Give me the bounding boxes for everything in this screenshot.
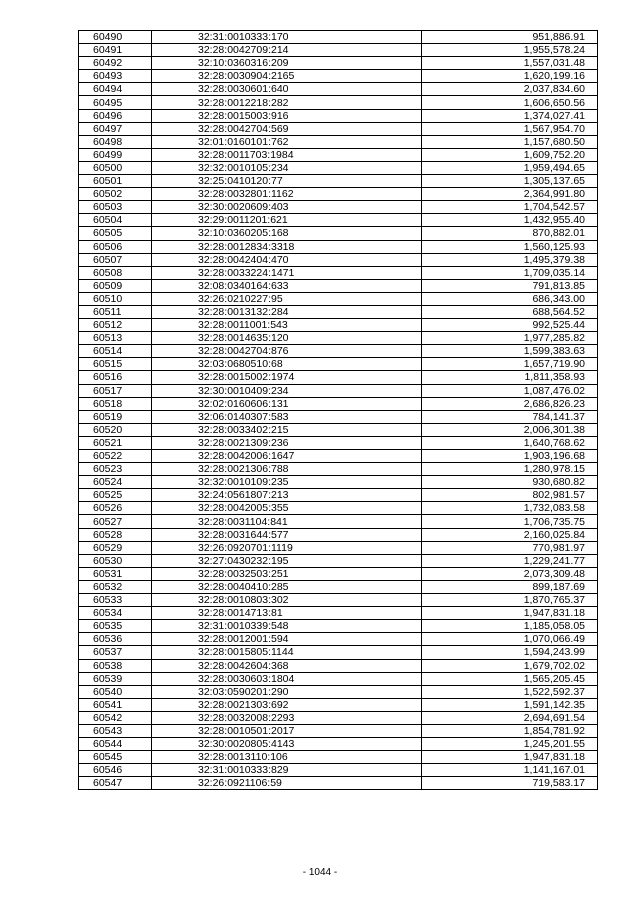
table-row (79, 423, 598, 436)
amount-cell: 1,706,735.75 (422, 515, 598, 528)
row-id-cell: 60545 (79, 751, 152, 764)
cadastral-number-cell: 32:06:0140307:583 (152, 410, 422, 423)
amount-cell: 1,704,542.57 (422, 201, 598, 214)
table-row (79, 450, 598, 463)
table-row (79, 31, 598, 44)
cadastral-number-cell: 32:30:0010409:234 (152, 384, 422, 397)
row-id-cell: 60535 (79, 620, 152, 633)
cadastral-number-cell: 32:01:0160101:762 (152, 135, 422, 148)
table-row (79, 96, 598, 109)
table-row (79, 646, 598, 659)
row-id-cell: 60521 (79, 436, 152, 449)
table-row (79, 319, 598, 332)
amount-cell: 1,141,167.01 (422, 764, 598, 777)
table-row (79, 777, 598, 790)
amount-cell: 2,073,309.48 (422, 567, 598, 580)
table-row (79, 567, 598, 580)
row-id-cell: 60491 (79, 44, 152, 57)
row-id-cell: 60505 (79, 227, 152, 240)
row-id-cell: 60544 (79, 738, 152, 751)
amount-cell: 1,157,680.50 (422, 135, 598, 148)
cadastral-number-cell: 32:28:0015002:1974 (152, 371, 422, 384)
row-id-cell: 60531 (79, 567, 152, 580)
row-id-cell: 60515 (79, 358, 152, 371)
amount-cell: 1,594,243.99 (422, 646, 598, 659)
cadastral-number-cell: 32:28:0011703:1984 (152, 148, 422, 161)
amount-cell: 688,564.52 (422, 305, 598, 318)
cadastral-number-cell: 32:28:0042709:214 (152, 44, 422, 57)
cadastral-number-cell: 32:28:0012218:282 (152, 96, 422, 109)
row-id-cell: 60524 (79, 476, 152, 489)
table-row (79, 253, 598, 266)
row-id-cell: 60509 (79, 279, 152, 292)
amount-cell: 1,854,781.92 (422, 724, 598, 737)
cadastral-number-cell: 32:26:0921106:59 (152, 777, 422, 790)
amount-cell: 770,981.97 (422, 541, 598, 554)
table-row (79, 607, 598, 620)
amount-cell: 1,959,494.65 (422, 161, 598, 174)
amount-cell: 2,364,991.80 (422, 188, 598, 201)
cadastral-number-cell: 32:28:0033402:215 (152, 423, 422, 436)
row-id-cell: 60530 (79, 554, 152, 567)
row-id-cell: 60507 (79, 253, 152, 266)
cadastral-number-cell: 32:10:0360316:209 (152, 57, 422, 70)
table-row (79, 161, 598, 174)
cadastral-number-cell: 32:28:0015003:916 (152, 109, 422, 122)
row-id-cell: 60510 (79, 292, 152, 305)
cadastral-number-cell: 32:28:0032801:1162 (152, 188, 422, 201)
table-row (79, 528, 598, 541)
row-id-cell: 60508 (79, 266, 152, 279)
cadastral-number-cell: 32:28:0021309:236 (152, 436, 422, 449)
row-id-cell: 60537 (79, 646, 152, 659)
amount-cell: 1,606,650.56 (422, 96, 598, 109)
table-row (79, 227, 598, 240)
row-id-cell: 60542 (79, 711, 152, 724)
cadastral-number-cell: 32:32:0010109:235 (152, 476, 422, 489)
table-row (79, 541, 598, 554)
row-id-cell: 60526 (79, 502, 152, 515)
row-id-cell: 60517 (79, 384, 152, 397)
row-id-cell: 60503 (79, 201, 152, 214)
row-id-cell: 60518 (79, 397, 152, 410)
table-row (79, 672, 598, 685)
row-id-cell: 60490 (79, 31, 152, 44)
table-row (79, 332, 598, 345)
amount-cell: 1,591,142.35 (422, 698, 598, 711)
cadastral-number-cell: 32:31:0010333:170 (152, 31, 422, 44)
row-id-cell: 60497 (79, 122, 152, 135)
cadastral-number-cell: 32:28:0010803:302 (152, 594, 422, 607)
amount-cell: 1,070,066.49 (422, 633, 598, 646)
table-row (79, 659, 598, 672)
cadastral-number-cell: 32:28:0015805:1144 (152, 646, 422, 659)
row-id-cell: 60499 (79, 148, 152, 161)
row-id-cell: 60520 (79, 423, 152, 436)
table-row (79, 83, 598, 96)
row-id-cell: 60529 (79, 541, 152, 554)
table-row (79, 476, 598, 489)
cadastral-number-cell: 32:26:0210227:95 (152, 292, 422, 305)
cadastral-number-cell: 32:28:0031644:577 (152, 528, 422, 541)
cadastral-number-cell: 32:30:0020609:403 (152, 201, 422, 214)
row-id-cell: 60523 (79, 463, 152, 476)
row-id-cell: 60528 (79, 528, 152, 541)
table-row (79, 345, 598, 358)
table-row (79, 397, 598, 410)
table-row (79, 633, 598, 646)
table-row (79, 358, 598, 371)
amount-cell: 1,620,199.16 (422, 70, 598, 83)
amount-cell: 2,694,691.54 (422, 711, 598, 724)
table-row (79, 436, 598, 449)
cadastral-number-cell: 32:31:0010339:548 (152, 620, 422, 633)
amount-cell: 1,870,765.37 (422, 594, 598, 607)
cadastral-number-cell: 32:28:0012001:594 (152, 633, 422, 646)
cadastral-number-cell: 32:28:0042404:470 (152, 253, 422, 266)
cadastral-number-cell: 32:03:0590201:290 (152, 685, 422, 698)
amount-cell: 1,229,241.77 (422, 554, 598, 567)
table-row (79, 620, 598, 633)
amount-cell: 1,374,027.41 (422, 109, 598, 122)
table-row (79, 266, 598, 279)
table-row (79, 515, 598, 528)
amount-cell: 1,657,719.90 (422, 358, 598, 371)
table-row (79, 764, 598, 777)
amount-cell: 686,343.00 (422, 292, 598, 305)
cadastral-number-cell: 32:28:0030904:2165 (152, 70, 422, 83)
amount-cell: 1,679,702.02 (422, 659, 598, 672)
amount-cell: 2,037,834.60 (422, 83, 598, 96)
row-id-cell: 60533 (79, 594, 152, 607)
table-row (79, 214, 598, 227)
cadastral-number-cell: 32:28:0021303:692 (152, 698, 422, 711)
table-row (79, 410, 598, 423)
table-row (79, 109, 598, 122)
row-id-cell: 60522 (79, 450, 152, 463)
amount-cell: 1,947,831.18 (422, 751, 598, 764)
amount-cell: 1,432,955.40 (422, 214, 598, 227)
row-id-cell: 60512 (79, 319, 152, 332)
amount-cell: 1,522,592.37 (422, 685, 598, 698)
amount-cell: 1,245,201.55 (422, 738, 598, 751)
cadastral-number-cell: 32:02:0160606:131 (152, 397, 422, 410)
cadastral-number-cell: 32:28:0012834:3318 (152, 240, 422, 253)
cadastral-number-cell: 32:28:0011001:543 (152, 319, 422, 332)
row-id-cell: 60541 (79, 698, 152, 711)
amount-cell: 802,981.57 (422, 489, 598, 502)
cadastral-number-cell: 32:28:0013132:284 (152, 305, 422, 318)
table-row (79, 594, 598, 607)
amount-cell: 1,280,978.15 (422, 463, 598, 476)
amount-cell: 1,947,831.18 (422, 607, 598, 620)
amount-cell: 784,141.37 (422, 410, 598, 423)
cadastral-number-cell: 32:28:0031104:841 (152, 515, 422, 528)
row-id-cell: 60511 (79, 305, 152, 318)
table-row (79, 292, 598, 305)
cadastral-number-cell: 32:28:0033224:1471 (152, 266, 422, 279)
table-row (79, 685, 598, 698)
table-row (79, 371, 598, 384)
cadastral-number-cell: 32:28:0040410:285 (152, 580, 422, 593)
row-id-cell: 60502 (79, 188, 152, 201)
row-id-cell: 60493 (79, 70, 152, 83)
cadastral-number-cell: 32:28:0032008:2293 (152, 711, 422, 724)
amount-cell: 1,185,058.05 (422, 620, 598, 633)
table-row (79, 135, 598, 148)
table-row (79, 711, 598, 724)
table-row (79, 279, 598, 292)
cadastral-number-cell: 32:31:0010333:829 (152, 764, 422, 777)
table-row (79, 175, 598, 188)
cadastral-number-cell: 32:28:0042006:1647 (152, 450, 422, 463)
cadastral-number-cell: 32:27:0430232:195 (152, 554, 422, 567)
cadastral-number-cell: 32:10:0360205:168 (152, 227, 422, 240)
page-number: - 1044 - (302, 867, 338, 878)
table-row (79, 489, 598, 502)
amount-cell: 2,006,301.38 (422, 423, 598, 436)
amount-cell: 1,609,752.20 (422, 148, 598, 161)
amount-cell: 1,732,083.58 (422, 502, 598, 515)
amount-cell: 1,599,383.63 (422, 345, 598, 358)
table-row (79, 188, 598, 201)
data-table (78, 30, 598, 790)
table-row (79, 70, 598, 83)
amount-cell: 992,525.44 (422, 319, 598, 332)
amount-cell: 951,886.91 (422, 31, 598, 44)
amount-cell: 1,811,358.93 (422, 371, 598, 384)
row-id-cell: 60504 (79, 214, 152, 227)
table-row (79, 580, 598, 593)
cadastral-number-cell: 32:29:0011201:621 (152, 214, 422, 227)
amount-cell: 1,495,379.38 (422, 253, 598, 266)
amount-cell: 870,882.01 (422, 227, 598, 240)
row-id-cell: 60538 (79, 659, 152, 672)
row-id-cell: 60546 (79, 764, 152, 777)
cadastral-number-cell: 32:03:0680510:68 (152, 358, 422, 371)
cadastral-number-cell: 32:28:0042005:355 (152, 502, 422, 515)
cadastral-number-cell: 32:28:0021306:788 (152, 463, 422, 476)
row-id-cell: 60496 (79, 109, 152, 122)
cadastral-number-cell: 32:28:0014713:81 (152, 607, 422, 620)
table-row (79, 384, 598, 397)
row-id-cell: 60514 (79, 345, 152, 358)
row-id-cell: 60492 (79, 57, 152, 70)
cadastral-number-cell: 32:28:0042604:368 (152, 659, 422, 672)
cadastral-number-cell: 32:28:0032503:251 (152, 567, 422, 580)
table-row (79, 698, 598, 711)
amount-cell: 1,640,768.62 (422, 436, 598, 449)
amount-cell: 1,087,476.02 (422, 384, 598, 397)
amount-cell: 1,903,196.68 (422, 450, 598, 463)
row-id-cell: 60539 (79, 672, 152, 685)
cadastral-number-cell: 32:30:0020805:4143 (152, 738, 422, 751)
row-id-cell: 60540 (79, 685, 152, 698)
row-id-cell: 60500 (79, 161, 152, 174)
cadastral-number-cell: 32:28:0042704:569 (152, 122, 422, 135)
table-row (79, 240, 598, 253)
table-row (79, 554, 598, 567)
cadastral-number-cell: 32:28:0013110:106 (152, 751, 422, 764)
row-id-cell: 60494 (79, 83, 152, 96)
amount-cell: 1,305,137.65 (422, 175, 598, 188)
cadastral-number-cell: 32:24:0561807:213 (152, 489, 422, 502)
cadastral-number-cell: 32:26:0920701:1119 (152, 541, 422, 554)
amount-cell: 1,565,205.45 (422, 672, 598, 685)
row-id-cell: 60543 (79, 724, 152, 737)
table-row (79, 502, 598, 515)
amount-cell: 899,187.69 (422, 580, 598, 593)
cadastral-number-cell: 32:28:0042704:876 (152, 345, 422, 358)
table-row (79, 148, 598, 161)
row-id-cell: 60495 (79, 96, 152, 109)
amount-cell: 2,686,826.23 (422, 397, 598, 410)
cadastral-number-cell: 32:25:0410120:77 (152, 175, 422, 188)
row-id-cell: 60534 (79, 607, 152, 620)
cadastral-number-cell: 32:32:0010105:234 (152, 161, 422, 174)
amount-cell: 1,955,578.24 (422, 44, 598, 57)
table-row (79, 201, 598, 214)
row-id-cell: 60547 (79, 777, 152, 790)
table-row (79, 122, 598, 135)
cadastral-number-cell: 32:28:0030603:1804 (152, 672, 422, 685)
row-id-cell: 60513 (79, 332, 152, 345)
cadastral-number-cell: 32:28:0010501:2017 (152, 724, 422, 737)
row-id-cell: 60506 (79, 240, 152, 253)
table-row (79, 738, 598, 751)
row-id-cell: 60536 (79, 633, 152, 646)
amount-cell: 2,160,025.84 (422, 528, 598, 541)
amount-cell: 1,567,954.70 (422, 122, 598, 135)
row-id-cell: 60501 (79, 175, 152, 188)
table-row (79, 44, 598, 57)
table-row (79, 724, 598, 737)
data-table-body (79, 31, 598, 790)
row-id-cell: 60532 (79, 580, 152, 593)
row-id-cell: 60498 (79, 135, 152, 148)
cadastral-number-cell: 32:28:0030601:640 (152, 83, 422, 96)
row-id-cell: 60527 (79, 515, 152, 528)
table-row (79, 751, 598, 764)
cadastral-number-cell: 32:28:0014635:120 (152, 332, 422, 345)
row-id-cell: 60525 (79, 489, 152, 502)
row-id-cell: 60519 (79, 410, 152, 423)
table-row (79, 463, 598, 476)
amount-cell: 1,557,031.48 (422, 57, 598, 70)
amount-cell: 1,709,035.14 (422, 266, 598, 279)
amount-cell: 719,583.17 (422, 777, 598, 790)
amount-cell: 1,560,125.93 (422, 240, 598, 253)
amount-cell: 1,977,285.82 (422, 332, 598, 345)
amount-cell: 791,813.85 (422, 279, 598, 292)
amount-cell: 930,680.82 (422, 476, 598, 489)
cadastral-number-cell: 32:08:0340164:633 (152, 279, 422, 292)
table-row (79, 57, 598, 70)
table-row (79, 305, 598, 318)
row-id-cell: 60516 (79, 371, 152, 384)
